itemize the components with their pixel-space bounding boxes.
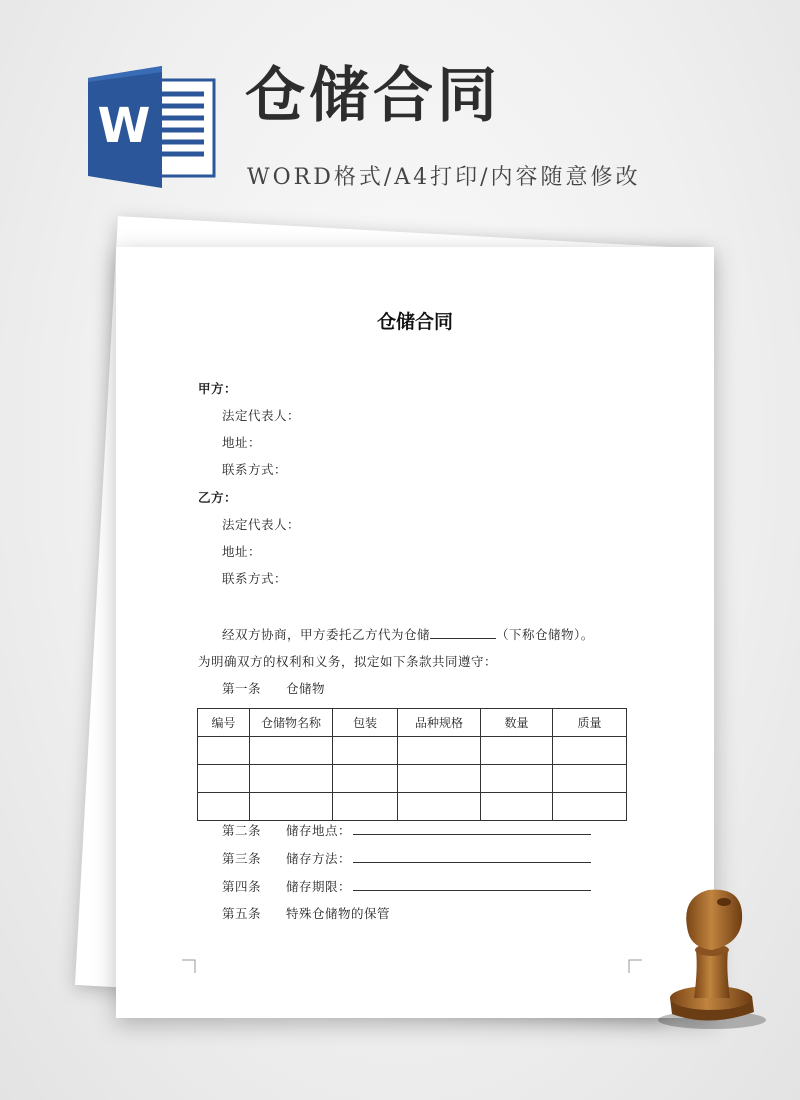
corner-mark-right [628,959,642,973]
page-subtitle: WORD格式/A4打印/内容随意修改 [247,165,641,190]
table-cell[interactable] [198,765,250,793]
intro-text-a: 经双方协商，甲方委托乙方代为仓储 [222,627,431,642]
table-cell[interactable] [333,737,398,765]
table-cell[interactable] [250,793,333,821]
table-header-cell: 编号 [198,709,250,737]
table-cell[interactable] [250,765,333,793]
party-b-label: 乙方： [198,490,238,505]
table-row [198,793,627,821]
table-cell[interactable] [553,737,627,765]
table-row [198,737,627,765]
article-4 [222,877,591,895]
party-b-address: 地址： [222,544,262,559]
wooden-stamp-icon [650,880,770,1030]
article-5-number: 第五条 [222,906,262,921]
storage-items-table [197,708,627,821]
table-header-cell: 仓储物名称 [250,709,333,737]
table-cell[interactable] [553,765,627,793]
article-3 [222,849,591,867]
article-1-number: 第一条 [222,681,262,696]
article-2-number: 第二条 [222,823,262,838]
fill-in-blank [430,626,496,639]
page-title: 仓储合同 [245,61,501,131]
table-cell[interactable] [398,737,481,765]
article-2-blank[interactable] [353,822,591,835]
intro-paragraph-line2: 为明确双方的权利和义务，拟定如下条款共同遵守： [198,654,498,669]
article-2-text: 储存地点： [286,823,352,838]
table-header-cell: 品种规格 [398,709,481,737]
article-3-number: 第三条 [222,851,262,866]
corner-mark-left [182,959,196,973]
word-logo-icon [88,66,218,188]
party-b-rep: 法定代表人： [222,517,301,532]
article-3-blank[interactable] [353,850,591,863]
intro-text-b: （下称仓储物）。 [496,627,594,642]
document-title: 仓储合同 [376,311,453,333]
table-header-cell: 质量 [553,709,627,737]
table-header-cell: 包装 [333,709,398,737]
article-2 [222,821,591,839]
table-cell[interactable] [333,765,398,793]
table-cell[interactable] [250,737,333,765]
party-b-contact: 联系方式： [222,571,288,586]
article-5 [222,904,390,922]
party-a-label: 甲方： [198,381,238,396]
article-4-blank[interactable] [353,878,591,891]
table-cell[interactable] [481,793,553,821]
article-5-text: 特殊仓储物的保管 [286,906,391,921]
party-a-rep: 法定代表人： [222,408,301,423]
document-page [116,247,714,1018]
table-cell[interactable] [198,793,250,821]
article-1 [222,679,325,697]
table-row [198,765,627,793]
table-header-row [198,709,627,737]
party-a-contact: 联系方式： [222,462,288,477]
table-cell[interactable] [398,765,481,793]
table-cell[interactable] [398,793,481,821]
table-cell[interactable] [333,793,398,821]
table-cell[interactable] [553,793,627,821]
word-logo-letter: W [97,98,151,154]
article-1-text: 仓储物 [286,681,326,696]
table-cell[interactable] [198,737,250,765]
party-a-address: 地址： [222,435,262,450]
article-3-text: 储存方法： [286,851,352,866]
article-4-text: 储存期限： [286,879,352,894]
table-cell[interactable] [481,765,553,793]
article-4-number: 第四条 [222,879,262,894]
intro-paragraph-line1 [222,625,594,643]
table-cell[interactable] [481,737,553,765]
table-header-cell: 数量 [481,709,553,737]
